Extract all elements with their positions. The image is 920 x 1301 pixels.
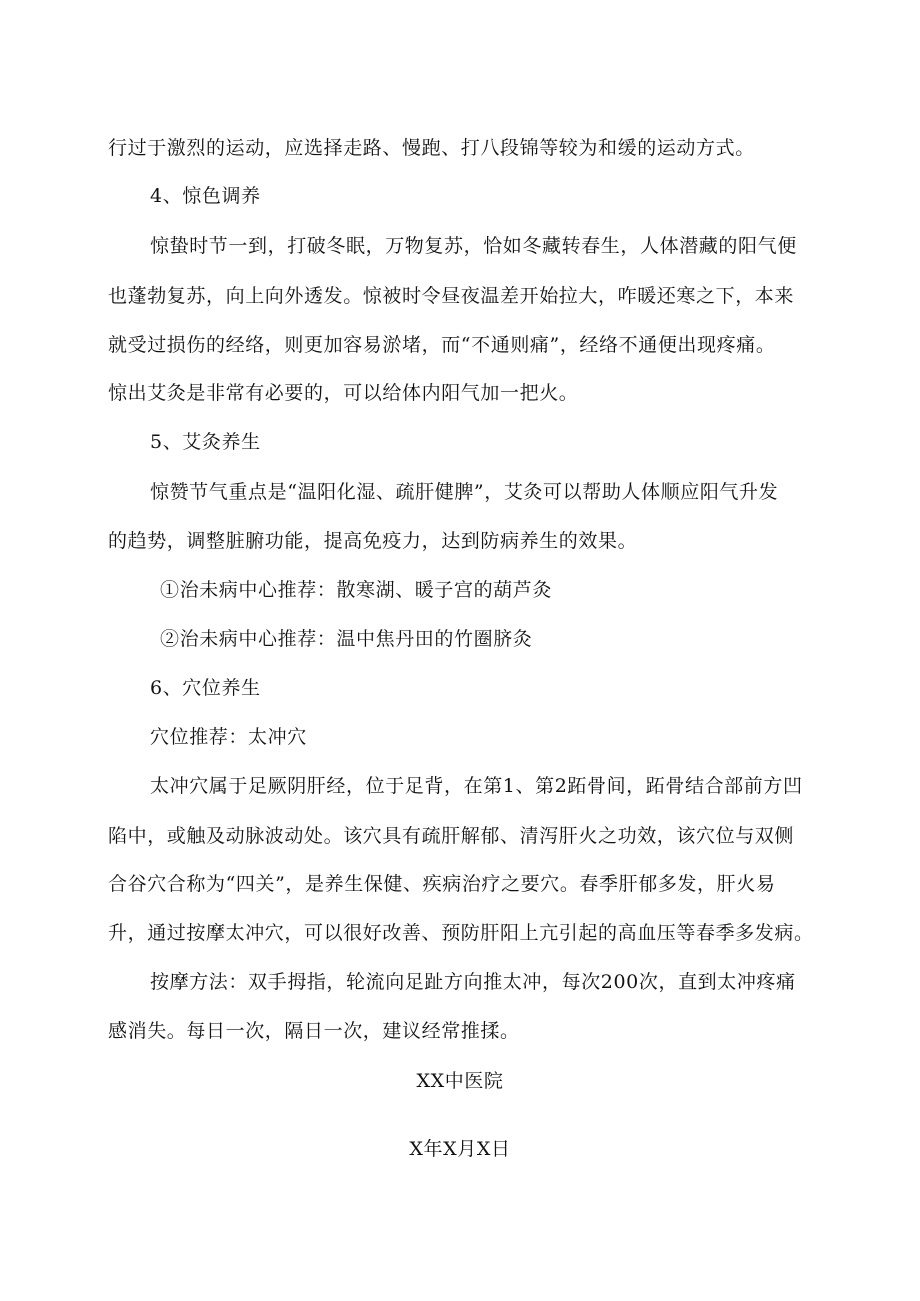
section-heading-6: 6、穴位养生 [150,677,261,699]
paragraph-line: 行过于激烈的运动，应选择走路、慢跑、打八段锦等较为和缓的运动方式。 [108,137,755,159]
paragraph-line: 陷中，或触及动脉波动处。该穴具有疏肝解郁、清泻肝火之功效，该穴位与双侧 [108,825,795,847]
recommendation-item-2: ②治未病中心推荐：温中焦丹田的竹圈脐灸 [160,628,533,650]
paragraph-line: 按摩方法：双手拇指，轮流向足趾方向推太冲，每次200次，直到太冲疼痛 [150,971,796,993]
paragraph-line: 的趋势，调整脏腑功能，提高免疫力，达到防病养生的效果。 [108,530,638,552]
paragraph-line: 惊出艾灸是非常有必要的，可以给体内阳气加一把火。 [108,382,579,404]
section-heading-4: 4、惊色调养 [150,185,261,207]
paragraph-line: 升，通过按摩太冲穴，可以很好改善、预防肝阳上亢引起的高血压等春季多发病。 [108,922,814,944]
date: X年X月X日 [409,1138,511,1160]
section-heading-5: 5、艾灸养生 [150,431,261,453]
paragraph-line: 合谷穴合称为“四关”，是养生保健、疾病治疗之要穴。春季肝郁多发，肝火易 [108,873,776,895]
paragraph-line: 惊赞节气重点是“温阳化湿、疏肝健脾”，艾灸可以帮助人体顺应阳气升发 [150,481,779,503]
recommendation-item-1: ①治未病中心推荐：散寒湖、暖子宫的葫芦灸 [160,579,553,601]
paragraph-line: 太冲穴属于足厥阴肝经，位于足背，在第1、第2跖骨间，跖骨结合部前方凹 [150,775,803,797]
paragraph-line: 也蓬勃复苏，向上向外透发。惊被时令昼夜温差开始拉大，咋暖还寒之下，本来 [108,285,795,307]
paragraph-line: 就受过损伤的经络，则更加容易淤堵，而“不通则痛”，经络不通便出现疼痛。 [108,334,776,356]
signature: XX中医院 [416,1070,504,1092]
paragraph-line: 感消失。每日一次，隔日一次，建议经常推揉。 [108,1020,520,1042]
paragraph-line: 惊蛰时节一到，打破冬眠，万物复苏，恰如冬藏转春生，人体潜藏的阳气便 [150,235,797,257]
paragraph-line: 穴位推荐：太冲穴 [150,726,307,748]
